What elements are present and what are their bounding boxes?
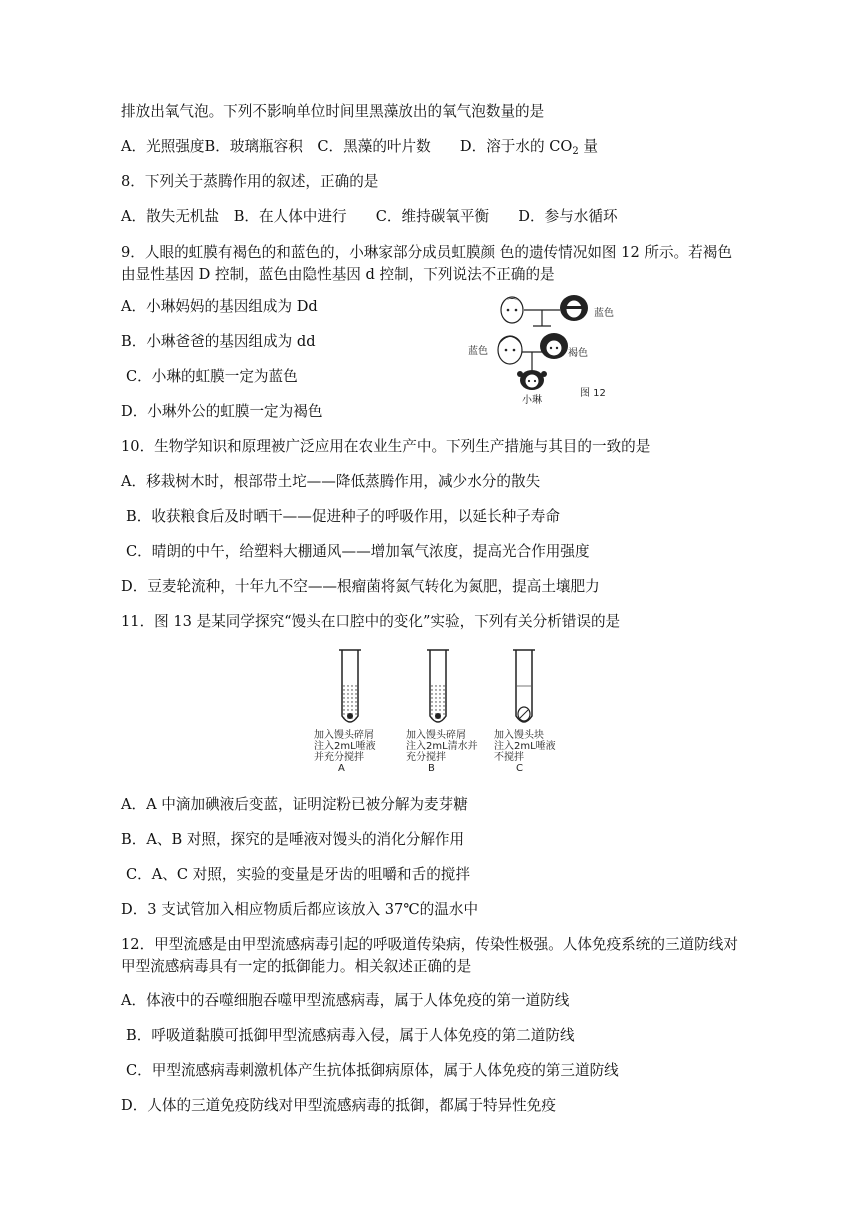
q11-stem: 11．图 13 是某同学探究“馒头在口腔中的变化”实验，下列有关分析错误的是 bbox=[121, 613, 621, 630]
tube-c-label: C bbox=[516, 763, 523, 774]
q8-stem: 8．下列关于蒸腾作用的叙述，正确的是 bbox=[121, 173, 379, 190]
test-tube-a bbox=[339, 650, 361, 722]
q9-option-c: C．小琳的虹膜一定为蓝色 bbox=[126, 368, 298, 385]
q10-option-b: B．收获粮食后及时晒干——促进种子的呼吸作用，以延长种子寿命 bbox=[126, 508, 560, 525]
q12-option-b: B．呼吸道黏膜可抵御甲型流感病毒入侵，属于人体免疫的第二道防线 bbox=[126, 1027, 575, 1044]
grandfather-portrait bbox=[501, 297, 523, 323]
tube-b-line-1: 加入馒头碎屑 bbox=[406, 730, 466, 741]
q10-option-d: D．豆麦轮流种，十年九不空——根瘤菌将氮气转化为氮肥，提高土壤肥力 bbox=[121, 578, 600, 595]
figure-12-pedigree bbox=[462, 288, 622, 410]
father-portrait bbox=[498, 336, 522, 364]
mother-portrait bbox=[540, 333, 568, 359]
test-tube-c bbox=[513, 650, 535, 722]
tube-b-caption bbox=[406, 730, 478, 774]
tube-b-label: B bbox=[428, 763, 435, 774]
label-blue-grandmother: 蓝色 bbox=[594, 308, 614, 319]
tube-b-line-3: 充分搅拌 bbox=[406, 752, 446, 763]
figure-13-test-tubes bbox=[306, 644, 568, 784]
q11-option-c: C．A、C 对照，实验的变量是牙齿的咀嚼和舌的搅拌 bbox=[126, 866, 470, 883]
tube-c-line-1: 加入馒头块 bbox=[494, 730, 544, 741]
q9-option-b: B．小琳爸爸的基因组成为 dd bbox=[121, 333, 316, 350]
tube-c-line-2: 注入2mL唾液 bbox=[494, 741, 556, 752]
q7-options bbox=[121, 138, 598, 156]
tube-a-line-3: 并充分搅拌 bbox=[314, 752, 364, 763]
q12-stem: 12．甲型流感是由甲型流感病毒引起的呼吸道传染病，传染性极强。人体免疫系统的三道防线对甲型流感病毒具有一定的抵御能力。相关叙述正确的是 bbox=[121, 936, 738, 975]
grandmother-portrait bbox=[560, 295, 588, 321]
q10-stem: 10．生物学知识和原理被广泛应用在农业生产中。下列生产措施与其目的一致的是 bbox=[121, 438, 651, 455]
tube-c-caption bbox=[494, 730, 556, 774]
q9-option-a: A．小琳妈妈的基因组成为 Dd bbox=[121, 298, 318, 315]
tube-b-line-2: 注入2mL清水并 bbox=[406, 741, 478, 752]
tube-c-line-3: 不搅拌 bbox=[494, 752, 524, 763]
q8-options: A．散失无机盐 B．在人体中进行 C．维持碳氧平衡 D．参与水循环 bbox=[121, 208, 618, 225]
tube-a-label: A bbox=[338, 763, 345, 774]
q11-option-d: D．3 支试管加入相应物质后都应该放入 37℃的温水中 bbox=[121, 901, 479, 918]
test-tube-b bbox=[427, 650, 449, 722]
q11-option-b: B．A、B 对照，探究的是唾液对馒头的消化分解作用 bbox=[121, 831, 465, 848]
q12-option-c: C．甲型流感病毒刺激机体产生抗体抵御病原体，属于人体免疫的第三道防线 bbox=[126, 1062, 619, 1079]
q9-option-d: D．小琳外公的虹膜一定为褐色 bbox=[121, 403, 323, 420]
q12-option-a: A．体液中的吞噬细胞吞噬甲型流感病毒，属于人体免疫的第一道防线 bbox=[121, 992, 570, 1009]
q10-option-c: C．晴朗的中午，给塑料大棚通风——增加氧气浓度，提高光合作用强度 bbox=[126, 543, 590, 560]
q11-option-a: A．A 中滴加碘液后变蓝，证明淀粉已被分解为麦芽糖 bbox=[121, 796, 468, 813]
figure-12-caption: 图 12 bbox=[580, 388, 606, 399]
xiaolin-portrait bbox=[517, 370, 547, 390]
label-blue-father: 蓝色 bbox=[468, 346, 488, 357]
label-brown-mother: 褐色 bbox=[568, 348, 588, 359]
tube-a-line-1: 加入馒头碎屑 bbox=[314, 730, 374, 741]
q7-stem-tail: 排放出氧气泡。下列不影响单位时间里黑藻放出的氧气泡数量的是 bbox=[121, 103, 545, 120]
test-tubes-drawing bbox=[306, 644, 568, 734]
label-xiaolin: 小琳 bbox=[522, 395, 542, 406]
q10-option-a: A．移栽树木时，根部带土坨——降低蒸腾作用，减少水分的散失 bbox=[121, 473, 541, 490]
q7-options-text: A．光照强度B．玻璃瓶容积 C．黑藻的叶片数 D．溶于水的 CO bbox=[121, 138, 573, 155]
q9-stem: 9．人眼的虹膜有褐色的和蓝色的，小琳家部分成员虹膜颜 色的遗传情况如图 12 所示。若褐色由显性基因 D 控制，蓝色由隐性基因 d 控制，下列说法不正确的是 bbox=[121, 244, 732, 283]
q12-option-d: D．人体的三道免疫防线对甲型流感病毒的抵御，都属于特异性免疫 bbox=[121, 1097, 556, 1114]
tube-a-line-2: 注入2mL唾液 bbox=[314, 741, 376, 752]
tube-a-caption bbox=[314, 730, 376, 774]
q7-options-end: 量 bbox=[578, 138, 598, 155]
q7-co2-subscript: 2 bbox=[572, 146, 579, 157]
